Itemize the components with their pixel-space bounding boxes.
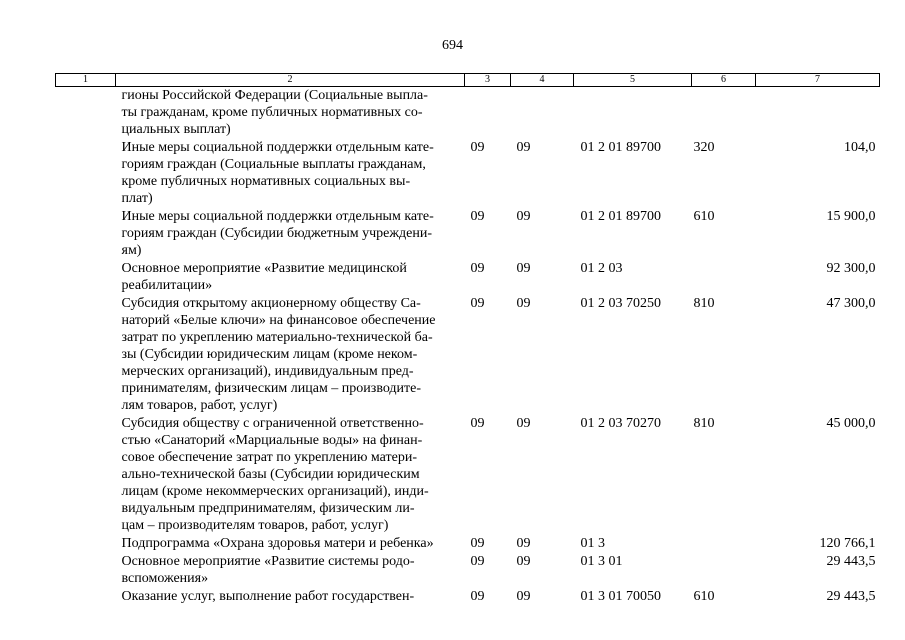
table-row xyxy=(56,535,880,553)
item-name-line: Иные меры социальной поддержки отдельным кате- xyxy=(121,209,434,224)
item-name-line: совое обеспечение затрат по укреплению матери- xyxy=(121,450,418,465)
item-name-line: Иные меры социальной поддержки отдельным кате- xyxy=(121,140,434,155)
amount-cell: 92 300,0 xyxy=(826,261,876,276)
row-number-cell xyxy=(56,139,116,208)
subsection-code-cell: 09 xyxy=(516,416,531,431)
section-code-cell: 09 xyxy=(470,416,485,431)
expense-type-cell: 810 xyxy=(693,416,715,431)
amount-cell: 104,0 xyxy=(844,140,876,155)
item-name-line: цам – производителям товаров, работ, услуг) xyxy=(121,518,389,533)
section-code-cell xyxy=(465,87,511,140)
table-row xyxy=(56,260,880,295)
expense-type-cell: 810 xyxy=(693,296,715,311)
column-header: 2 xyxy=(116,74,465,87)
amount-cell: 45 000,0 xyxy=(826,416,876,431)
item-name-cell xyxy=(116,535,465,553)
subsection-code-cell: 09 xyxy=(516,589,531,604)
item-name-line: стью «Санаторий «Марциальные воды» на финан- xyxy=(121,433,423,448)
expense-type-cell: 610 xyxy=(693,209,715,224)
item-name-line: Основное мероприятие «Развитие медицинской xyxy=(121,261,407,276)
amount-cell: 29 443,5 xyxy=(826,554,876,569)
subsection-code-cell: 09 xyxy=(516,261,531,276)
target-article-cell: 01 2 01 89700 xyxy=(580,140,661,155)
item-name-line: принимателям, физическим лицам – производите- xyxy=(121,381,422,396)
item-name-line: вспоможения» xyxy=(121,571,209,586)
item-name-line: Основное мероприятие «Развитие системы родо- xyxy=(121,554,415,569)
item-name-cell xyxy=(116,260,465,295)
target-article-cell: 01 2 03 70270 xyxy=(580,416,661,431)
section-code-cell: 09 xyxy=(470,536,485,551)
item-name-line: ально-технической базы (Субсидии юридическим xyxy=(121,467,420,482)
item-name-cell xyxy=(116,588,465,606)
subsection-code-cell: 09 xyxy=(516,554,531,569)
item-name-cell xyxy=(116,553,465,588)
column-header: 3 xyxy=(465,74,511,87)
column-header: 5 xyxy=(574,74,692,87)
item-name-line: Оказание услуг, выполнение работ государствен- xyxy=(121,589,415,604)
item-name-line: реабилитации» xyxy=(121,278,213,293)
target-article-cell xyxy=(574,87,692,140)
item-name-cell xyxy=(116,415,465,535)
section-code-cell: 09 xyxy=(470,554,485,569)
page-number: 694 xyxy=(442,38,463,53)
expense-type-cell: 320 xyxy=(693,140,715,155)
amount-cell: 47 300,0 xyxy=(826,296,876,311)
column-number-header-row xyxy=(56,74,880,87)
section-code-cell: 09 xyxy=(470,589,485,604)
table-row xyxy=(56,208,880,260)
amount-cell: 29 443,5 xyxy=(826,589,876,604)
section-code-cell: 09 xyxy=(470,296,485,311)
row-number-cell xyxy=(56,260,116,295)
subsection-code-cell: 09 xyxy=(516,140,531,155)
item-name-cell xyxy=(116,139,465,208)
column-header: 7 xyxy=(756,74,880,87)
expense-type-cell: 610 xyxy=(693,589,715,604)
item-name-line: плат) xyxy=(121,191,153,206)
item-name-line: Подпрограмма «Охрана здоровья матери и ребенка» xyxy=(121,536,434,551)
table-row xyxy=(56,139,880,208)
amount-cell xyxy=(756,87,880,140)
subsection-code-cell: 09 xyxy=(516,536,531,551)
expense-type-cell xyxy=(692,535,756,553)
row-number-cell xyxy=(56,295,116,415)
target-article-cell: 01 2 01 89700 xyxy=(580,209,661,224)
row-number-cell xyxy=(56,415,116,535)
row-number-cell xyxy=(56,535,116,553)
item-name-line: Субсидия обществу с ограниченной ответственно- xyxy=(121,416,424,431)
target-article-cell: 01 3 xyxy=(580,536,605,551)
subsection-code-cell: 09 xyxy=(516,296,531,311)
table-row xyxy=(56,553,880,588)
table-row xyxy=(56,588,880,606)
section-code-cell: 09 xyxy=(470,261,485,276)
table-row xyxy=(56,415,880,535)
column-header: 1 xyxy=(56,74,116,87)
item-name-line: гориям граждан (Субсидии бюджетным учреждени- xyxy=(121,226,433,241)
row-number-cell xyxy=(56,553,116,588)
item-name-line: затрат по укреплению материально-технической ба- xyxy=(121,330,433,345)
item-name-cell xyxy=(116,295,465,415)
item-name-line: гионы Российской Федерации (Социальные выпла- xyxy=(121,88,428,103)
item-name-line: Субсидия открытому акционерному обществу Са- xyxy=(121,296,421,311)
table-row xyxy=(56,87,880,140)
column-header: 6 xyxy=(692,74,756,87)
subsection-code-cell: 09 xyxy=(516,209,531,224)
expense-type-cell xyxy=(692,87,756,140)
item-name-line: зы (Субсидии юридическим лицам (кроме неком- xyxy=(121,347,418,362)
section-code-cell: 09 xyxy=(470,140,485,155)
expense-type-cell xyxy=(692,553,756,588)
item-name-line: видуальным предпринимателям, физическим ли- xyxy=(121,501,415,516)
budget-table xyxy=(55,73,880,606)
amount-cell: 120 766,1 xyxy=(819,536,876,551)
column-header: 4 xyxy=(511,74,574,87)
item-name-line: циальных выплат) xyxy=(121,122,231,137)
item-name-line: лям товаров, работ, услуг) xyxy=(121,398,278,413)
target-article-cell: 01 2 03 70250 xyxy=(580,296,661,311)
expense-type-cell xyxy=(692,260,756,295)
item-name-line: гориям граждан (Социальные выплаты гражданам, xyxy=(121,157,426,172)
target-article-cell: 01 3 01 70050 xyxy=(580,589,661,604)
target-article-cell: 01 2 03 xyxy=(580,261,623,276)
item-name-cell xyxy=(116,87,465,140)
target-article-cell: 01 3 01 xyxy=(580,554,623,569)
item-name-line: ты гражданам, кроме публичных нормативных со- xyxy=(121,105,423,120)
item-name-line: кроме публичных нормативных социальных вы- xyxy=(121,174,411,189)
amount-cell: 15 900,0 xyxy=(826,209,876,224)
item-name-line: мерческих организаций), индивидуальным пред- xyxy=(121,364,414,379)
item-name-line: ям) xyxy=(121,243,142,258)
table-body xyxy=(56,87,880,607)
item-name-cell xyxy=(116,208,465,260)
table-row xyxy=(56,295,880,415)
subsection-code-cell xyxy=(511,87,574,140)
section-code-cell: 09 xyxy=(470,209,485,224)
row-number-cell xyxy=(56,588,116,606)
row-number-cell xyxy=(56,87,116,140)
item-name-line: наторий «Белые ключи» на финансовое обеспечение xyxy=(121,313,436,328)
row-number-cell xyxy=(56,208,116,260)
item-name-line: лицам (кроме некоммерческих организаций), инди- xyxy=(121,484,429,499)
